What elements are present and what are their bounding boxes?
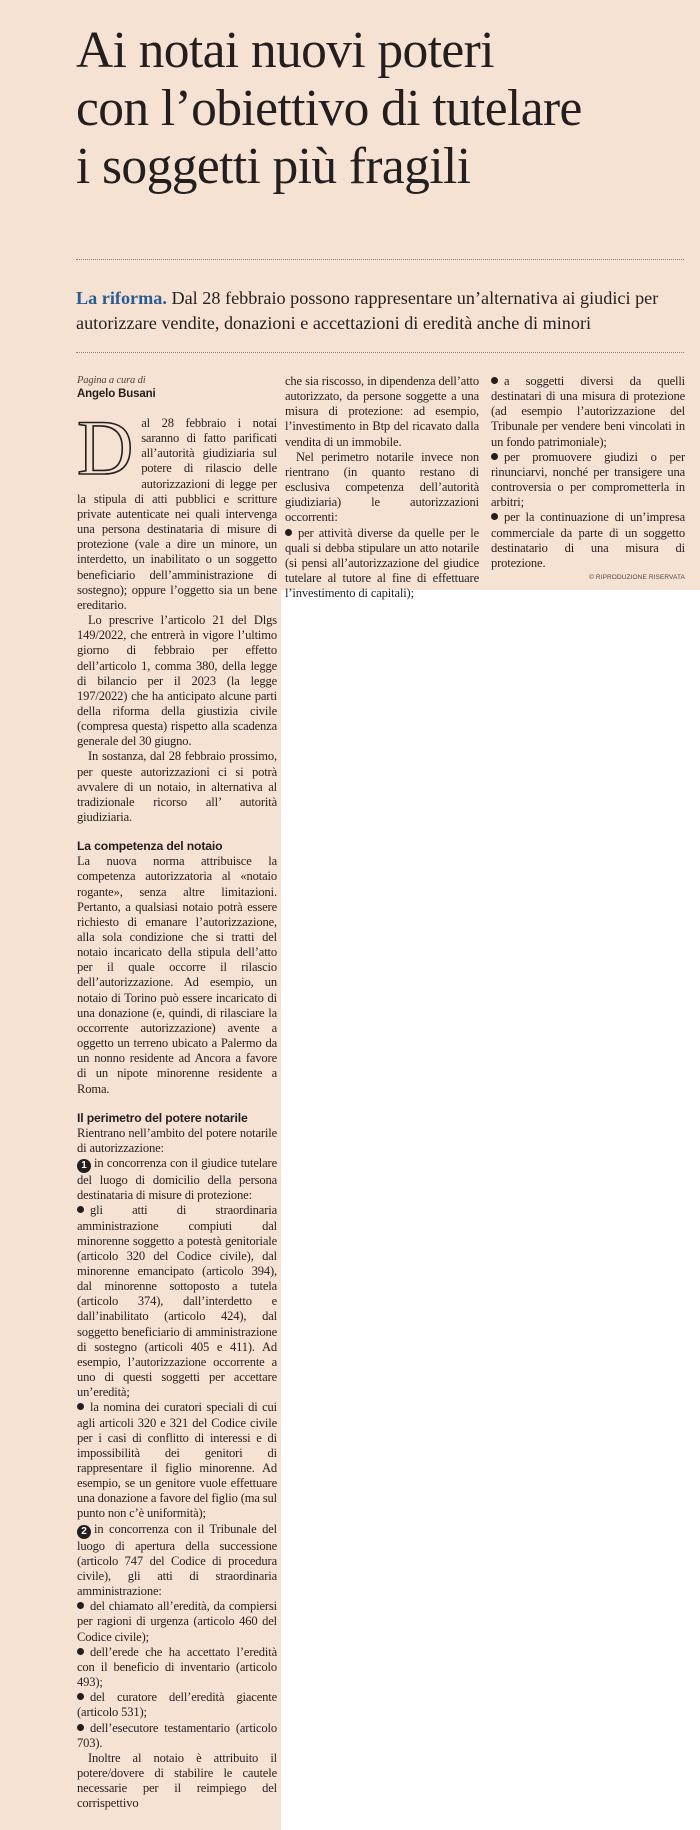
headline-line: i soggetti più fragili xyxy=(76,138,471,195)
bullet-text: del curatore dell’eredità giacente (articolo 531); xyxy=(77,1690,277,1720)
paragraph: Rientrano nell’ambito del potere notarile di autorizzazione: xyxy=(77,1125,277,1155)
bullet-item xyxy=(491,510,685,571)
bullet-icon xyxy=(77,1403,84,1410)
paragraph: che sia riscosso, in dipendenza dell’atto autorizzato, da persone soggette a una misura di protezione: ad esempio, l’investimento in Btp del ricavato dalla vendita di un immobile. xyxy=(285,374,479,449)
text-column-2 xyxy=(285,374,479,601)
divider xyxy=(76,352,684,353)
bullet-icon xyxy=(77,1724,84,1731)
headline-line: con l’obiettivo di tutelare xyxy=(76,80,582,137)
bullet-item xyxy=(77,1203,277,1400)
bullet-text: per promuovere giudizi o per rinunciarvi, nonché per transigere una controversia o per comprometterla in arbitri; xyxy=(491,449,685,510)
text-column-3 xyxy=(491,374,685,571)
number-badge-icon: 1 xyxy=(77,1159,91,1173)
bullet-text: a soggetti diversi da quelli destinatari di una misura di protezione (ad esempio l’autorizzazione del Tribunale per vendere beni vincolati in un fondo patrimoniale); xyxy=(491,374,685,449)
bullet-icon xyxy=(491,513,498,520)
paragraph: Lo prescrive l’articolo 21 del Dlgs 149/2022, che entrerà in vigore l’ultimo giorno di febbraio per effetto dell’articolo 1, comma 380, della legge di bilancio per il 2023 (la legge 197/2022) che ha anticipato alcune parti della riforma della giustizia civile (compresa questa) rispetto alla scadenza generale del 30 giugno. xyxy=(77,613,277,749)
text-column-1 xyxy=(77,374,277,1811)
bullet-text: gli atti di straordinaria amministrazione compiuti dal minorenne soggetto a potestà genitoriale (articolo 320 del Codice civile), dal minorenne emancipato (articolo 394), dal minorenne sottoposto a tutela (articolo 374), dall’interdetto e dall’inabilitato (articolo 424), dal soggetto beneficiario di amministrazione di sostegno (articoli 405 e 411). Ad esempio, l’autorizzazione occorrente a uno di questi soggetti per accettare un’eredità; xyxy=(77,1203,277,1400)
bullet-icon xyxy=(77,1693,84,1700)
bullet-item xyxy=(77,1400,277,1521)
bullet-icon xyxy=(77,1648,84,1655)
section-heading: Il perimetro del potere notarile xyxy=(77,1110,248,1125)
bullet-icon xyxy=(285,529,292,536)
paragraph: Nel perimetro notarile invece non rientrano (in quanto restano di esclusiva competenza dell’autorità giudiziaria) le autorizzazioni occorrenti: xyxy=(285,449,479,525)
copyright-notice: © RIPRODUZIONE RISERVATA xyxy=(589,574,685,581)
bullet-icon xyxy=(77,1206,84,1213)
numbered-item-text: in concorrenza con il Tribunale del luogo di apertura della successione (articolo 747 del Codice di procedura civile), gli atti di straordinaria amministrazione: xyxy=(77,1521,277,1599)
bullet-text: per attività diverse da quelle per le quali si debba stipulare un atto notarile (si pensi all’autorizzazione del giudice tutelare al tutore al fine di effettuare l’investimento di capitali); xyxy=(285,525,479,601)
bullet-item xyxy=(77,1599,277,1644)
numbered-item-text: in concorrenza con il giudice tutelare del luogo di domicilio della persona destinataria di misure di protezione: xyxy=(77,1156,277,1203)
bullet-icon xyxy=(491,377,498,384)
bullet-item xyxy=(285,526,479,602)
bullet-icon xyxy=(491,453,498,460)
bullet-item xyxy=(77,1645,277,1690)
number-badge-icon: 2 xyxy=(77,1525,91,1539)
byline-kicker: Pagina a cura di xyxy=(77,375,146,386)
drop-cap: D xyxy=(77,404,134,491)
subtitle-kicker: La riforma. xyxy=(76,288,167,308)
section-heading: La competenza del notaio xyxy=(77,839,223,854)
bullet-item xyxy=(77,1690,277,1720)
divider xyxy=(76,259,684,260)
numbered-item xyxy=(77,1522,277,1600)
bullet-text: per la continuazione di un’impresa commerciale da parte di un soggetto destinatario di una misura di protezione. xyxy=(491,510,685,570)
bullet-text: la nomina dei curatori speciali di cui agli articoli 320 e 321 del Codice civile per i casi di conflitto di interessi e di impossibilità dei genitori di rappresentare il figlio minorenne. Ad esempio, se un genitore vuole effettuare una donazione a favore del figlio (ma sul punto non c’è uniformità); xyxy=(77,1400,277,1521)
article-subtitle xyxy=(76,286,688,335)
paragraph: Inoltre al notaio è attribuito il potere/dovere di stabilire le cautele necessarie per il reimpiego del corrispettivo xyxy=(77,1750,277,1811)
paragraph-text: al 28 febbraio i notai saranno di fatto parificati all’autorità giudiziaria sul potere di rilascio delle autorizzazioni di legge per la stipula di atti pubblici e scritture private autenticate nei quali intervenga una persona destinataria di misure di protezione (vale a dire un minore, un interdetto, un inabilitato o un soggetto beneficiario dell’amministrazione di sostegno); oppure l’oggetto sia un bene ereditario. xyxy=(77,416,277,612)
subtitle-text: Dal 28 febbraio possono rappresentare un’alternativa ai giudici per autorizzare vendite, donazioni e accettazioni di eredità anche di minori xyxy=(76,288,659,333)
paragraph: In sostanza, dal 28 febbraio prossimo, per queste autorizzazioni ci si potrà avvalere di un notaio, in alternativa al tradizionale ricorso all’ autorità giudiziaria. xyxy=(77,749,277,825)
bullet-text: dell’esecutore testamentario (articolo 703). xyxy=(77,1720,277,1750)
numbered-item xyxy=(77,1156,277,1203)
bullet-text: del chiamato all’eredità, da compiersi per ragioni di urgenza (articolo 460 del Codice civile); xyxy=(77,1599,277,1644)
bullet-item xyxy=(491,374,685,450)
paragraph xyxy=(77,404,277,613)
article-headline xyxy=(76,22,686,196)
bullet-item xyxy=(491,450,685,511)
bullet-item xyxy=(77,1721,277,1751)
paragraph: La nuova norma attribuisce la competenza autorizzatoria al «notaio rogante», senza altre limitazioni. Pertanto, a qualsiasi notaio potrà essere richiesto di emanare l’autorizzazione, alla sola condizione che si tratti del notaio incaricato della stipula dell’atto per il quale occorre il rilascio dell’autorizzazione. Ad esempio, un notaio di Torino può essere incaricato di una donazione (e, quindi, di rilasciare la occorrente autorizzazione) avente a oggetto un terreno ubicato a Palermo da un nonno residente ad Ancora a favore di un nipote minorenne residente a Roma. xyxy=(77,854,277,1096)
headline-line: Ai notai nuovi poteri xyxy=(76,22,494,79)
byline-author: Angelo Busani xyxy=(77,388,156,400)
bullet-icon xyxy=(77,1602,84,1609)
bullet-text: dell’erede che ha accettato l’eredità con il beneficio di inventario (articolo 493); xyxy=(77,1644,277,1690)
